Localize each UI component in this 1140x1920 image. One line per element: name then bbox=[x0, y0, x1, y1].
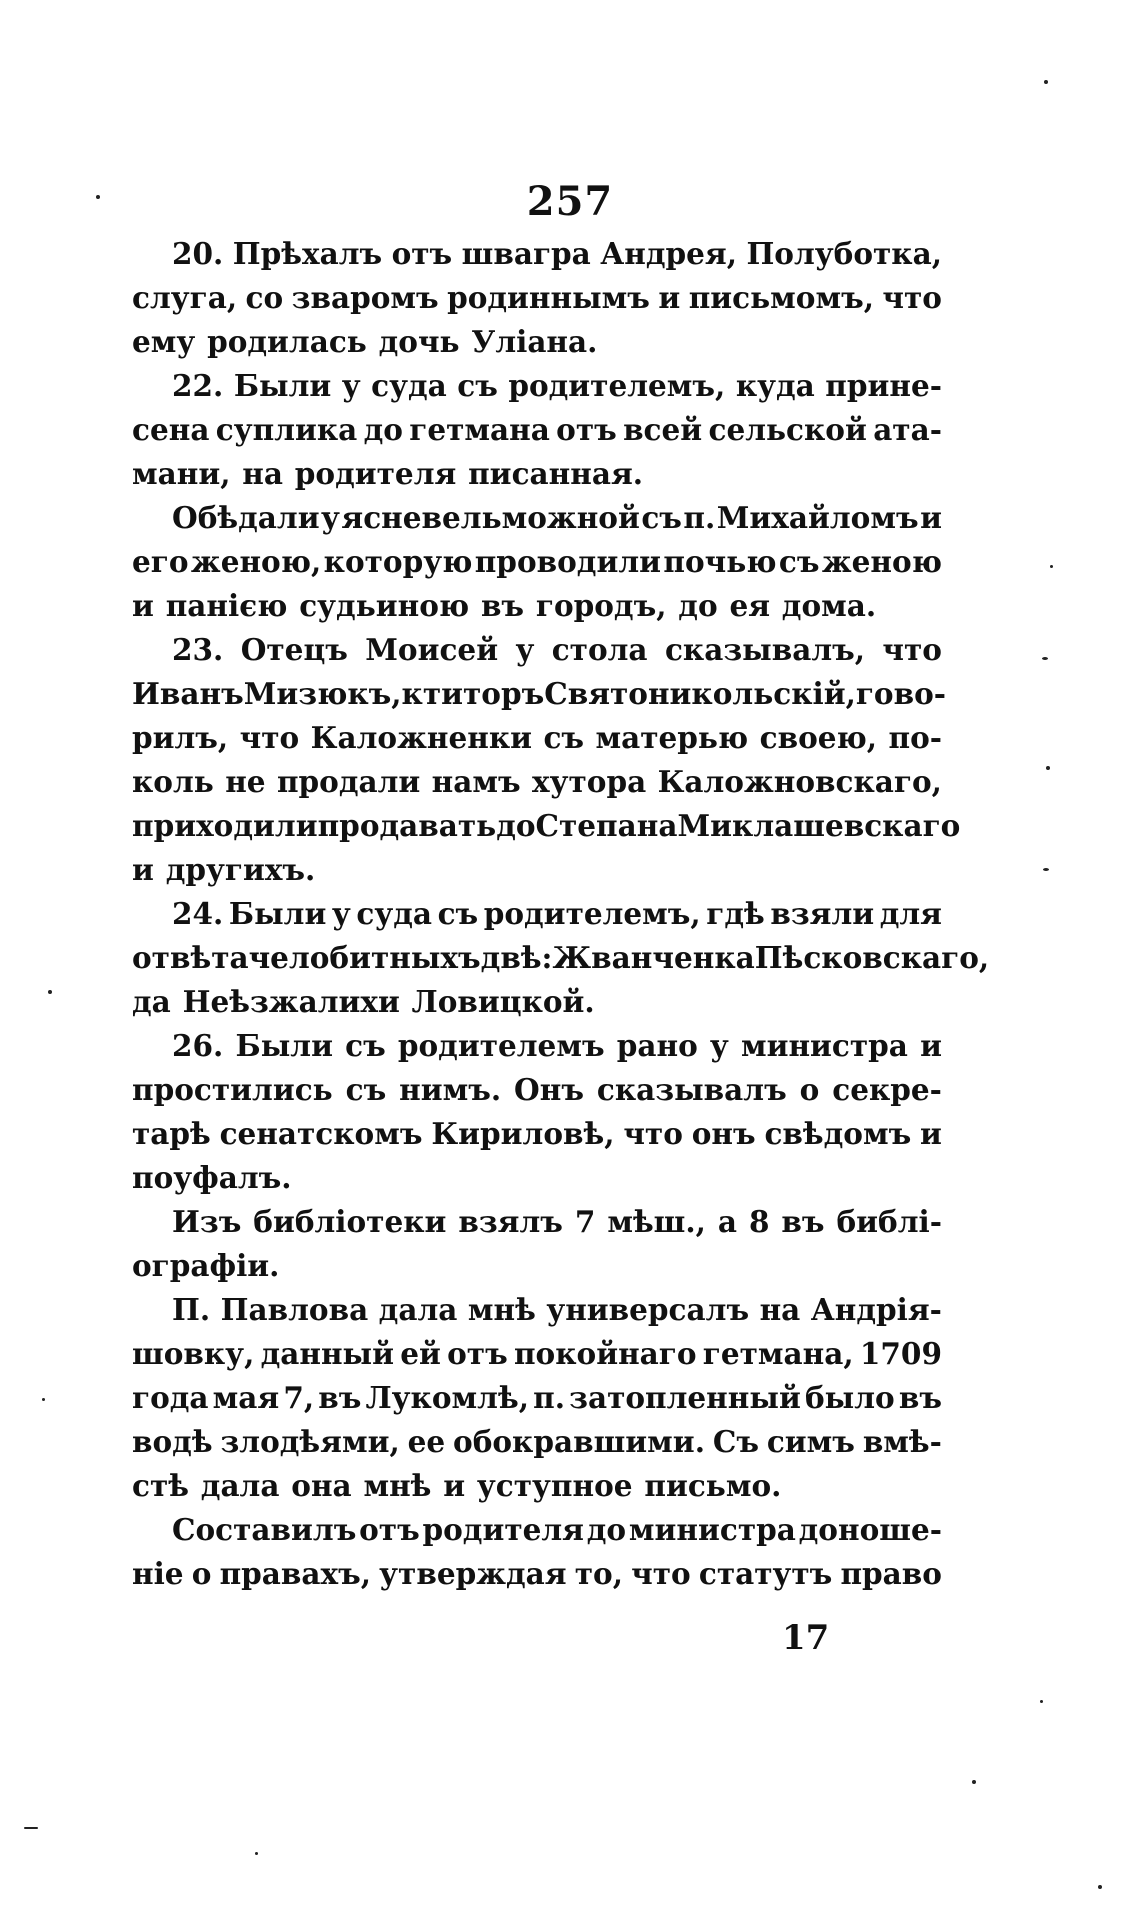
word: и bbox=[658, 280, 681, 315]
word: куда bbox=[735, 368, 815, 403]
word: Съ bbox=[712, 1424, 759, 1459]
word: она bbox=[291, 1468, 352, 1503]
text-line bbox=[132, 1508, 942, 1552]
word: отъ bbox=[447, 1336, 508, 1371]
word: затопленный bbox=[569, 1380, 801, 1415]
text-line bbox=[132, 496, 942, 540]
text-line bbox=[132, 1112, 942, 1156]
word: въ bbox=[898, 1380, 942, 1415]
word: тарѣ bbox=[132, 1116, 211, 1151]
word: дома. bbox=[781, 588, 877, 623]
text-line bbox=[132, 892, 942, 936]
word: о bbox=[191, 1556, 212, 1591]
word: городъ, bbox=[535, 588, 667, 623]
text-line bbox=[132, 804, 961, 848]
word: мани, bbox=[132, 456, 231, 491]
word: мнѣ bbox=[363, 1468, 432, 1503]
word: взяли bbox=[770, 896, 875, 931]
word: челобитныхъ bbox=[248, 940, 481, 975]
word: съ bbox=[641, 500, 682, 535]
word: и bbox=[443, 1468, 466, 1503]
scan-speck bbox=[24, 1827, 38, 1829]
word: родителемъ, bbox=[483, 896, 701, 931]
word: продали bbox=[276, 764, 421, 799]
text-line bbox=[132, 672, 947, 716]
word: и bbox=[132, 852, 154, 887]
word: вмѣ- bbox=[862, 1424, 942, 1459]
word: ясневельможной bbox=[341, 500, 640, 535]
text-line bbox=[132, 452, 942, 496]
word: матерью bbox=[595, 720, 749, 755]
word: 7, bbox=[283, 1380, 315, 1415]
text-line bbox=[132, 540, 942, 584]
word: водѣ bbox=[132, 1424, 213, 1459]
word: что bbox=[631, 1556, 691, 1591]
word: ему bbox=[132, 324, 196, 359]
word: съ bbox=[437, 896, 479, 931]
word: доноше- bbox=[798, 1512, 942, 1547]
word: со bbox=[245, 280, 284, 315]
word: и bbox=[920, 1028, 942, 1063]
word: министра bbox=[628, 1512, 796, 1547]
word: 26. bbox=[172, 1028, 224, 1063]
word: двѣ: bbox=[480, 940, 553, 975]
word: и bbox=[920, 500, 942, 535]
word: что bbox=[882, 280, 942, 315]
word: стола bbox=[551, 632, 648, 667]
word: было bbox=[804, 1380, 895, 1415]
word: продавать bbox=[317, 808, 497, 843]
scan-speck bbox=[48, 990, 52, 994]
word: родителя bbox=[294, 456, 457, 491]
word: 1709 bbox=[859, 1336, 942, 1371]
word: отъ bbox=[391, 236, 453, 271]
word: 22. bbox=[172, 368, 224, 403]
word: библі- bbox=[836, 1204, 942, 1239]
word: что bbox=[882, 632, 942, 667]
scan-speck bbox=[1050, 565, 1053, 568]
word: онъ bbox=[691, 1116, 756, 1151]
word: Были bbox=[228, 896, 327, 931]
word: дала bbox=[200, 1468, 280, 1503]
word: родителемъ, bbox=[508, 368, 726, 403]
word: на bbox=[242, 456, 283, 491]
word: у bbox=[321, 500, 340, 535]
scan-speck bbox=[1043, 868, 1049, 871]
word: сказывалъ bbox=[596, 1072, 787, 1107]
word: ее bbox=[407, 1424, 446, 1459]
word: Лукомлѣ, bbox=[365, 1380, 529, 1415]
word: взялъ bbox=[458, 1204, 563, 1239]
word: суда bbox=[356, 896, 432, 931]
text-line bbox=[132, 364, 942, 408]
word: отъ bbox=[359, 1512, 420, 1547]
text-line bbox=[132, 320, 942, 364]
word: Изъ bbox=[172, 1204, 242, 1239]
word: Святоникольскій, bbox=[544, 676, 856, 711]
word: письмо. bbox=[644, 1468, 782, 1503]
word: то, bbox=[574, 1556, 623, 1591]
word: въ bbox=[781, 1204, 825, 1239]
word: п. bbox=[683, 500, 716, 535]
word: его bbox=[132, 544, 189, 579]
word: свѣдомъ bbox=[764, 1116, 912, 1151]
word: отъ bbox=[556, 412, 617, 447]
word: Отецъ bbox=[240, 632, 348, 667]
word: ографіи. bbox=[132, 1248, 280, 1283]
word: мнѣ bbox=[467, 1292, 536, 1327]
text-line bbox=[132, 1420, 942, 1464]
word: своею, bbox=[759, 720, 878, 755]
word: суплика bbox=[215, 412, 358, 447]
word: п. bbox=[533, 1380, 565, 1415]
word: а bbox=[717, 1204, 737, 1239]
text-line bbox=[132, 276, 942, 320]
word: которую bbox=[323, 544, 473, 579]
word: ата- bbox=[873, 412, 942, 447]
word: въ bbox=[318, 1380, 362, 1415]
word: Уліана. bbox=[471, 324, 598, 359]
word: Андрія- bbox=[810, 1292, 942, 1327]
word: суда bbox=[371, 368, 447, 403]
word: Полуботка, bbox=[746, 236, 942, 271]
word: что bbox=[623, 1116, 683, 1151]
word: шовку, bbox=[132, 1336, 255, 1371]
word: рилъ, bbox=[132, 720, 229, 755]
word: данный bbox=[260, 1336, 394, 1371]
word: Павлова bbox=[220, 1292, 369, 1327]
text-line bbox=[132, 1376, 942, 1420]
page-number: 257 bbox=[526, 178, 614, 225]
text-line bbox=[132, 1200, 942, 1244]
word: мая bbox=[212, 1380, 280, 1415]
word: правахъ, bbox=[219, 1556, 372, 1591]
text-line bbox=[132, 936, 990, 980]
word: Составилъ bbox=[172, 1512, 357, 1547]
word: у bbox=[341, 368, 361, 403]
scan-speck bbox=[1098, 1885, 1102, 1889]
text-line bbox=[132, 584, 942, 628]
word: женою bbox=[821, 544, 942, 579]
text-line bbox=[132, 1464, 942, 1508]
word: намъ bbox=[431, 764, 521, 799]
word: Моисей bbox=[365, 632, 499, 667]
word: ніе bbox=[132, 1556, 184, 1591]
word: Онъ bbox=[514, 1072, 584, 1107]
word: что bbox=[239, 720, 300, 755]
word: съ bbox=[345, 1028, 386, 1063]
word: дочь bbox=[378, 324, 460, 359]
word: Каложненки bbox=[310, 720, 533, 755]
word: Обѣдали bbox=[172, 500, 320, 535]
word: Иванъ bbox=[132, 676, 244, 711]
word: 20. bbox=[172, 236, 224, 271]
word: уступное bbox=[476, 1468, 633, 1503]
word: письмомъ, bbox=[688, 280, 874, 315]
word: министра bbox=[740, 1028, 908, 1063]
word: гдѣ bbox=[706, 896, 765, 931]
word: родилась bbox=[207, 324, 367, 359]
word: родителя bbox=[422, 1512, 584, 1547]
word: до bbox=[363, 412, 403, 447]
word: швагра bbox=[461, 236, 591, 271]
word: до bbox=[678, 588, 718, 623]
word: симъ bbox=[766, 1424, 855, 1459]
text-line bbox=[132, 1244, 942, 1288]
word: о bbox=[799, 1072, 820, 1107]
word: обокравшими. bbox=[453, 1424, 705, 1459]
word: года bbox=[132, 1380, 209, 1415]
word: рано bbox=[616, 1028, 698, 1063]
word: дала bbox=[378, 1292, 458, 1327]
word: гово- bbox=[855, 676, 947, 711]
word: 8 bbox=[748, 1204, 770, 1239]
word: П. bbox=[172, 1292, 211, 1327]
word: простились bbox=[132, 1072, 333, 1107]
word: мѣш., bbox=[607, 1204, 706, 1239]
word: ктиторъ bbox=[401, 676, 545, 711]
word: статутъ bbox=[698, 1556, 833, 1591]
word: отвѣта bbox=[132, 940, 249, 975]
word: съ bbox=[543, 720, 585, 755]
text-line bbox=[132, 408, 942, 452]
word: сельской bbox=[708, 412, 867, 447]
signature-mark: 17 bbox=[782, 1618, 830, 1658]
scan-speck bbox=[1042, 657, 1048, 660]
word: утверждая bbox=[379, 1556, 567, 1591]
word: родиннымъ bbox=[447, 280, 650, 315]
word: у bbox=[331, 896, 351, 931]
word: Андрея, bbox=[600, 236, 737, 271]
word: почью bbox=[663, 544, 777, 579]
word: сена bbox=[132, 412, 210, 447]
word: на bbox=[759, 1292, 801, 1327]
word: судьиною bbox=[299, 588, 470, 623]
word: прине- bbox=[825, 368, 942, 403]
word: поуфалъ. bbox=[132, 1160, 292, 1195]
word: въ bbox=[480, 588, 525, 623]
text-line bbox=[132, 1332, 942, 1376]
word: панією bbox=[165, 588, 288, 623]
word: Степана bbox=[535, 808, 678, 843]
word: Ловицкой. bbox=[411, 984, 595, 1019]
word: у bbox=[515, 632, 535, 667]
word: Миклашевскаго bbox=[677, 808, 961, 843]
word: женою, bbox=[190, 544, 322, 579]
word: 23. bbox=[172, 632, 224, 667]
text-line bbox=[132, 760, 942, 804]
word: Каложновскаго, bbox=[657, 764, 942, 799]
word: Неѣзжалихи bbox=[182, 984, 400, 1019]
text-line bbox=[132, 1288, 942, 1332]
word: не bbox=[225, 764, 266, 799]
scan-speck bbox=[972, 1780, 976, 1784]
text-line bbox=[132, 1552, 942, 1596]
word: гетмана, bbox=[702, 1336, 854, 1371]
text-line bbox=[132, 1068, 942, 1112]
word: съ bbox=[457, 368, 498, 403]
word: у bbox=[709, 1028, 729, 1063]
word: сенатскомъ bbox=[219, 1116, 423, 1151]
scan-speck bbox=[96, 195, 100, 199]
word: Мизюкъ, bbox=[243, 676, 402, 711]
word: универсалъ bbox=[546, 1292, 750, 1327]
word: Прѣхалъ bbox=[232, 236, 383, 271]
word: до bbox=[586, 1512, 627, 1547]
word: приходили bbox=[132, 808, 318, 843]
word: коль bbox=[132, 764, 214, 799]
word: Были bbox=[233, 368, 332, 403]
scan-speck bbox=[255, 1852, 258, 1855]
word: съ bbox=[345, 1072, 387, 1107]
word: хутора bbox=[532, 764, 647, 799]
word: сказывалъ, bbox=[664, 632, 866, 667]
word: библіотеки bbox=[253, 1204, 447, 1239]
word: Пѣсковскаго, bbox=[754, 940, 990, 975]
word: родителемъ bbox=[397, 1028, 605, 1063]
word: писанная. bbox=[468, 456, 644, 491]
text-line bbox=[132, 980, 942, 1024]
word: до bbox=[496, 808, 536, 843]
word: Кириловѣ, bbox=[431, 1116, 615, 1151]
word: злодѣями, bbox=[220, 1424, 400, 1459]
word: Михайломъ bbox=[716, 500, 919, 535]
word: нимъ. bbox=[399, 1072, 502, 1107]
body-text bbox=[132, 232, 990, 1596]
word: право bbox=[840, 1556, 942, 1591]
word: секре- bbox=[832, 1072, 942, 1107]
text-line bbox=[132, 628, 942, 672]
word: другихъ. bbox=[165, 852, 316, 887]
word: и bbox=[132, 588, 154, 623]
scan-speck bbox=[1046, 766, 1050, 770]
word: гетмана bbox=[409, 412, 550, 447]
text-line bbox=[132, 1024, 942, 1068]
text-line bbox=[132, 716, 942, 760]
word: покойнаго bbox=[513, 1336, 697, 1371]
word: Жванченка bbox=[552, 940, 755, 975]
text-line bbox=[132, 1156, 942, 1200]
word: проводили bbox=[474, 544, 662, 579]
scan-speck bbox=[42, 1398, 45, 1401]
word: ей bbox=[400, 1336, 441, 1371]
word: 24. bbox=[172, 896, 224, 931]
word: ея bbox=[729, 588, 770, 623]
word: всей bbox=[623, 412, 703, 447]
word: слуга, bbox=[132, 280, 238, 315]
word: по- bbox=[888, 720, 942, 755]
scan-speck bbox=[1040, 1700, 1043, 1703]
scan-speck bbox=[1044, 80, 1048, 84]
text-line bbox=[132, 848, 942, 892]
word: зваромъ bbox=[291, 280, 439, 315]
word: Были bbox=[235, 1028, 333, 1063]
word: 7 bbox=[574, 1204, 596, 1239]
text-line bbox=[132, 232, 942, 276]
word: съ bbox=[778, 544, 820, 579]
word: и bbox=[920, 1116, 942, 1151]
word: стѣ bbox=[132, 1468, 189, 1503]
word: для bbox=[879, 896, 942, 931]
word: да bbox=[132, 984, 171, 1019]
